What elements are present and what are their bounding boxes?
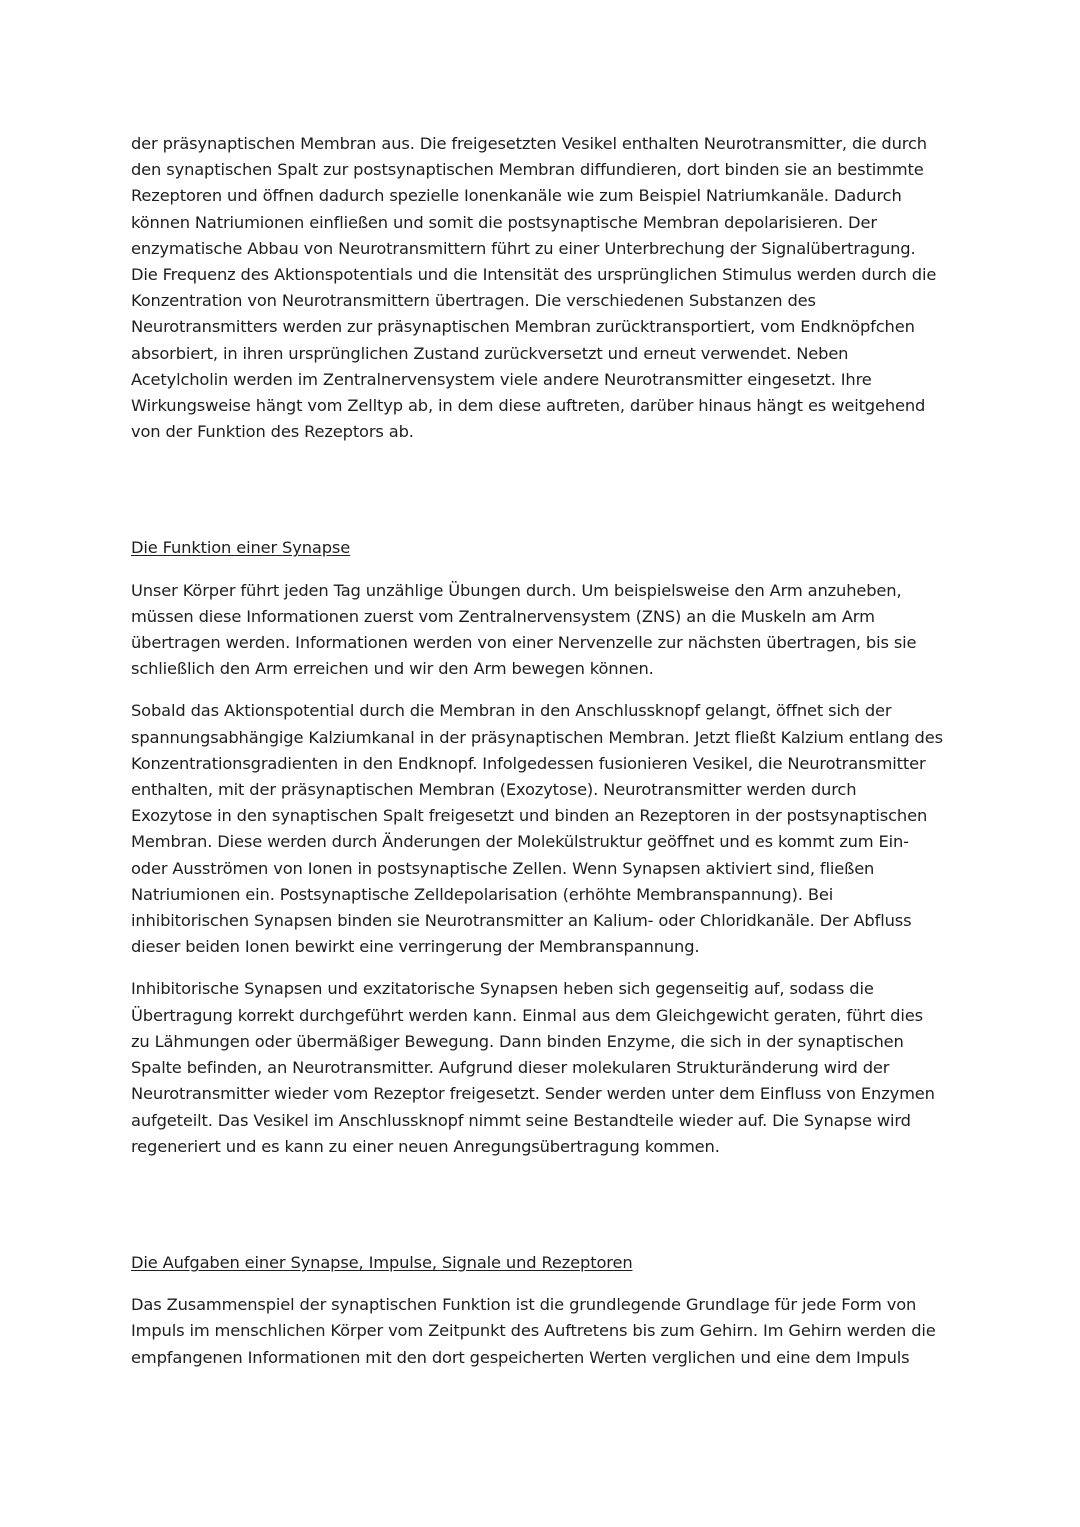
section-spacer <box>131 1160 951 1250</box>
section-heading-function: Die Funktion einer Synapse <box>131 538 351 558</box>
document-body <box>131 131 951 1371</box>
section-heading-tasks: Die Aufgaben einer Synapse, Impulse, Signale und Rezeptoren <box>131 1252 633 1272</box>
section-tasks <box>131 1250 951 1371</box>
section-spacer <box>131 445 951 535</box>
section-function <box>131 535 951 1159</box>
function-paragraph-1: Unser Körper führt jeden Tag unzählige Übungen durch. Um beispielsweise den Arm anzuheben, müssen diese Informationen zuerst vom Zentralnervensystem (ZNS) an die Muskeln am Arm übertragen werden. Informationen werden von einer Nervenzelle zur nächsten übertragen, bis sie schließlich den Arm erreichen und wir den Arm bewegen können. <box>131 580 917 679</box>
function-paragraph-2: Sobald das Aktionspotential durch die Membran in den Anschlussknopf gelangt, öffnet sich der spannungsabhängige Kalziumkanal in der präsynaptischen Membran. Jetzt fließt Kalzium entlang des Konzentrationsgradienten in den Endknopf. Infolgedessen fusionieren Vesikel, die Neurotransmitter enthalten, mit der präsynaptischen Membran (Exozytose). Neurotransmitter werden durch Exozytose in den synaptischen Spalt freigesetzt und binden an Rezeptoren in der postsynaptischen Membran. Diese werden durch Änderungen der Molekülstruktur geöffnet und es kommt zum Ein- oder Ausströmen von Ionen in postsynaptische Zellen. Wenn Synapsen aktiviert sind, fließen Natriumionen ein. Postsynaptische Zelldepolarisation (erhöhte Membranspannung). Bei inhibitorischen Synapsen binden sie Neurotransmitter an Kalium- oder Chloridkanäle. Der Abfluss dieser beiden Ionen bewirkt eine verringerung der Membranspannung. <box>131 701 943 957</box>
function-paragraph-3: Inhibitorische Synapsen und exzitatorische Synapsen heben sich gegenseitig auf, sodass die Übertragung korrekt durchgeführt werden kann. Einmal aus dem Gleichgewicht geraten, führt dies zu Lähmungen oder übermäßiger Bewegung. Dann binden Enzyme, die sich in der synaptischen Spalte befinden, an Neurotransmitter. Aufgrund dieser molekularen Strukturänderung wird der Neurotransmitter wieder vom Rezeptor freigesetzt. Sender werden unter dem Einfluss von Enzymen aufgeteilt. Das Vesikel im Anschlussknopf nimmt seine Bestandteile wieder auf. Die Synapse wird regeneriert und es kann zu einer neuen Anregungsübertragung kommen. <box>131 979 935 1156</box>
intro-paragraph: der präsynaptischen Membran aus. Die freigesetzten Vesikel enthalten Neurotransmitter, die durch den synaptischen Spalt zur postsynaptischen Membran diffundieren, dort binden sie an bestimmte Rezeptoren und öffnen dadurch spezielle Ionenkanäle wie zum Beispiel Natriumkanäle. Dadurch können Natriumionen einfließen und somit die postsynaptische Membran depolarisieren. Der enzymatische Abbau von Neurotransmittern führt zu einer Unterbrechung der Signalübertragung. Die Frequenz des Aktionspotentials und die Intensität des ursprünglichen Stimulus werden durch die Konzentration von Neurotransmittern übertragen. Die verschiedenen Substanzen des Neurotransmitters werden zur präsynaptischen Membran zurücktransportiert, vom Endknöpfchen absorbiert, in ihren ursprünglichen Zustand zurückversetzt und erneut verwendet. Neben Acetylcholin werden im Zentralnervensystem viele andere Neurotransmitter eingesetzt. Ihre Wirkungsweise hängt vom Zelltyp ab, in dem diese auftreten, darüber hinaus hängt es weitgehend von der Funktion des Rezeptors ab. <box>131 134 937 442</box>
tasks-paragraph-1: Das Zusammenspiel der synaptischen Funktion ist die grundlegende Grundlage für jede Form von Impuls im menschlichen Körper vom Zeitpunkt des Auftretens bis zum Gehirn. Im Gehirn werden die empfangenen Informationen mit den dort gespeicherten Werten verglichen und eine dem Impuls <box>131 1295 936 1367</box>
